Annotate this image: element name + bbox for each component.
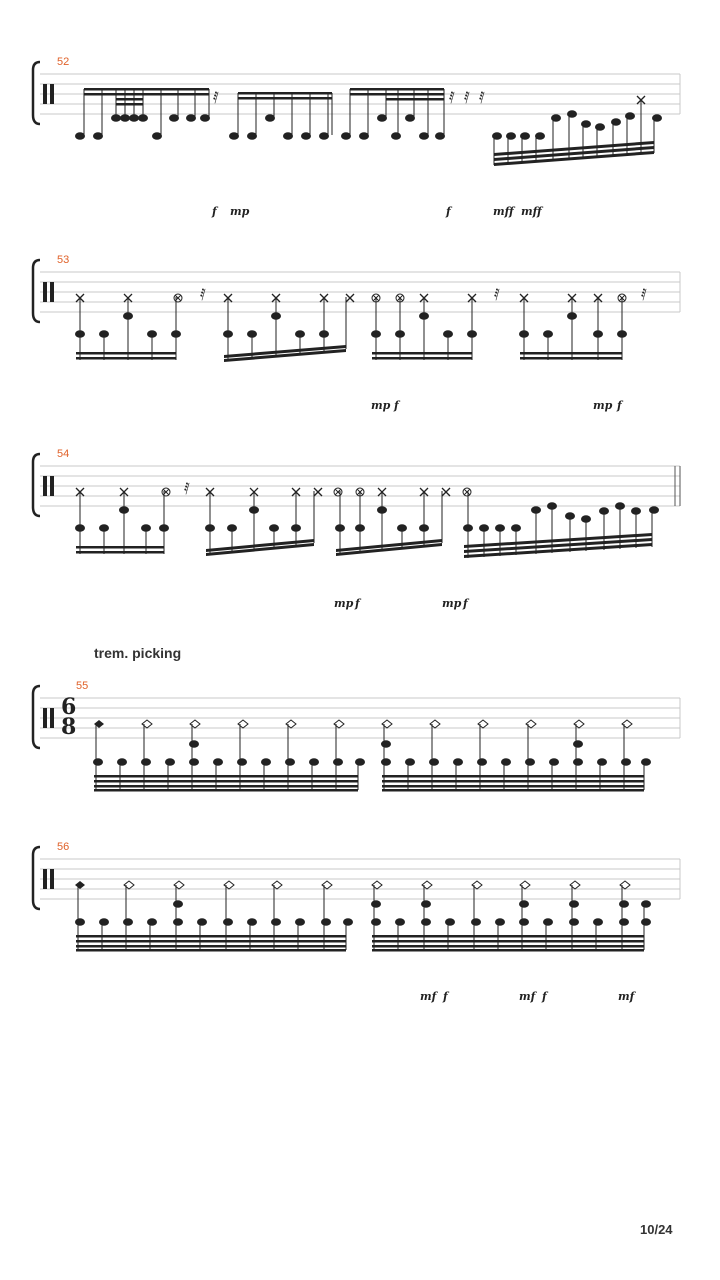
rest-symbol: 𝅀 <box>449 88 455 107</box>
note-head <box>467 330 477 338</box>
dynamic-mark: f <box>617 399 622 412</box>
dynamic-mark: mf <box>420 990 437 1003</box>
note-head <box>551 114 561 122</box>
note-head <box>531 506 541 514</box>
note-head <box>377 506 387 514</box>
rest-symbol: 𝅀 <box>479 88 485 107</box>
beat-group <box>463 488 659 558</box>
note-head <box>599 507 609 515</box>
note-head <box>519 900 529 908</box>
note-head <box>581 120 591 128</box>
measure-number: 56 <box>57 841 70 853</box>
beat-group <box>492 96 662 166</box>
beat-group <box>381 720 651 792</box>
note-head <box>619 918 629 926</box>
rest-symbol: 𝅀 <box>200 285 206 304</box>
note-head <box>391 132 401 140</box>
note-head <box>223 330 233 338</box>
note-head <box>381 758 391 766</box>
note-head <box>147 330 157 338</box>
system-measure-53 <box>33 254 680 412</box>
note-head <box>615 502 625 510</box>
dynamic-mark: f <box>355 597 360 610</box>
note-head <box>395 330 405 338</box>
dynamic-mark: mf <box>519 990 536 1003</box>
note-head <box>335 524 345 532</box>
note-head <box>511 524 521 532</box>
note-head <box>247 132 257 140</box>
note-head <box>123 918 133 926</box>
note-head <box>573 740 583 748</box>
note-head <box>641 758 651 766</box>
note-head <box>205 524 215 532</box>
note-head <box>229 132 239 140</box>
note-head <box>535 132 545 140</box>
note-head <box>405 758 415 766</box>
note-head <box>405 114 415 122</box>
note-head <box>477 758 487 766</box>
note-head <box>120 114 130 122</box>
note-head <box>261 758 271 766</box>
note-head <box>395 918 405 926</box>
dynamic-mark: f <box>443 990 448 1003</box>
note-head <box>343 918 353 926</box>
note-head <box>519 330 529 338</box>
note-head <box>333 758 343 766</box>
staff-lines <box>40 859 680 899</box>
note-head <box>99 330 109 338</box>
note-head <box>371 900 381 908</box>
note-head <box>165 758 175 766</box>
system-bracket <box>33 260 40 322</box>
note-head <box>611 118 621 126</box>
note-head <box>435 132 445 140</box>
note-head <box>567 110 577 118</box>
time-signature-denominator: 8 <box>61 714 77 740</box>
note-head <box>573 758 583 766</box>
note-head <box>625 112 635 120</box>
rest-group <box>449 88 485 107</box>
system-measure-52 <box>33 56 680 218</box>
note-head <box>237 758 247 766</box>
note-head <box>75 132 85 140</box>
note-head <box>129 114 139 122</box>
note-head <box>213 758 223 766</box>
beat-group <box>371 881 651 952</box>
note-head <box>171 330 181 338</box>
note-head <box>227 524 237 532</box>
rest-symbol: 𝅀 <box>641 285 647 304</box>
note-head <box>519 918 529 926</box>
note-head <box>543 918 553 926</box>
note-head <box>141 758 151 766</box>
note-head <box>641 900 651 908</box>
dynamic-mark: mp <box>593 399 613 412</box>
beat-group <box>93 720 365 792</box>
note-head <box>75 330 85 338</box>
note-head <box>111 114 121 122</box>
note-head <box>247 918 257 926</box>
beat-group <box>205 488 322 556</box>
note-head <box>495 524 505 532</box>
note-head <box>247 330 257 338</box>
note-head <box>197 918 207 926</box>
beat-group <box>334 488 450 556</box>
diamond-note-head <box>75 881 85 889</box>
dynamic-mark: mp <box>334 597 354 610</box>
note-head <box>159 524 169 532</box>
note-head <box>501 758 511 766</box>
note-head <box>359 132 369 140</box>
note-head <box>617 330 627 338</box>
system-measure-56 <box>33 841 680 1003</box>
system-measure-55 <box>33 680 680 792</box>
dynamic-mark: f <box>212 205 217 218</box>
note-head <box>169 114 179 122</box>
note-head <box>119 506 129 514</box>
measure-number: 53 <box>57 254 70 266</box>
time-signature-numerator: 6 <box>61 694 77 720</box>
note-head <box>341 132 351 140</box>
note-head <box>291 524 301 532</box>
dynamic-mark: mf <box>618 990 635 1003</box>
dynamics-row <box>371 399 624 412</box>
note-head <box>301 132 311 140</box>
note-head <box>567 312 577 320</box>
note-head <box>93 132 103 140</box>
note-head <box>492 132 502 140</box>
note-head <box>200 114 210 122</box>
dynamic-mark: mp <box>442 597 462 610</box>
note-head <box>371 918 381 926</box>
dynamic-mark: f <box>542 990 547 1003</box>
note-head <box>429 758 439 766</box>
note-head <box>355 758 365 766</box>
note-head <box>479 524 489 532</box>
note-head <box>597 758 607 766</box>
dynamics-row <box>211 205 544 218</box>
note-head <box>271 312 281 320</box>
note-head <box>138 114 148 122</box>
beat-group <box>371 294 477 360</box>
note-head <box>99 524 109 532</box>
note-head <box>443 330 453 338</box>
note-head <box>543 330 553 338</box>
note-head <box>285 758 295 766</box>
dynamic-mark: f <box>463 597 468 610</box>
note-head <box>75 918 85 926</box>
note-head <box>75 524 85 532</box>
measure-number: 55 <box>76 680 89 692</box>
dynamic-mark: mp <box>371 399 391 412</box>
note-head <box>223 918 233 926</box>
note-head <box>525 758 535 766</box>
note-head <box>397 524 407 532</box>
note-head <box>271 918 281 926</box>
system-bracket <box>33 686 40 748</box>
note-head <box>99 918 109 926</box>
note-head <box>295 918 305 926</box>
note-head <box>309 758 319 766</box>
dynamic-mark: f <box>446 205 451 218</box>
dynamics-row <box>420 990 637 1003</box>
note-head <box>593 330 603 338</box>
dynamic-mark: mff <box>521 205 542 218</box>
note-head <box>147 918 157 926</box>
dynamic-mark: mff <box>493 205 514 218</box>
staff-lines <box>40 698 680 738</box>
note-head <box>189 758 199 766</box>
note-head <box>152 132 162 140</box>
rest-symbol: 𝅀 <box>464 88 470 107</box>
note-head <box>547 502 557 510</box>
note-head <box>520 132 530 140</box>
beat-group <box>75 294 182 360</box>
note-head <box>565 512 575 520</box>
note-head <box>141 524 151 532</box>
note-head <box>549 758 559 766</box>
note-head <box>631 507 641 515</box>
note-head <box>569 900 579 908</box>
system-bracket <box>33 62 40 124</box>
rest-symbol: 𝅀 <box>184 479 190 498</box>
note-head <box>319 330 329 338</box>
note-head <box>419 132 429 140</box>
note-head <box>652 114 662 122</box>
note-head <box>355 524 365 532</box>
note-head <box>265 114 275 122</box>
note-head <box>593 918 603 926</box>
staff-lines <box>40 272 680 312</box>
measure-number: 54 <box>57 448 70 460</box>
note-head <box>419 524 429 532</box>
note-head <box>117 758 127 766</box>
system-bracket <box>33 847 40 909</box>
note-head <box>321 918 331 926</box>
note-head <box>463 524 473 532</box>
beat-group <box>75 488 170 554</box>
note-head <box>419 312 429 320</box>
note-head <box>93 758 103 766</box>
beat-group <box>223 294 354 362</box>
note-head <box>641 918 651 926</box>
note-head <box>371 330 381 338</box>
note-head <box>269 524 279 532</box>
note-head <box>445 918 455 926</box>
note-head <box>621 758 631 766</box>
measure-number: 52 <box>57 56 70 68</box>
note-head <box>173 918 183 926</box>
dynamic-mark: f <box>394 399 399 412</box>
note-head <box>123 312 133 320</box>
page-number: 10/24 <box>640 1222 673 1237</box>
note-head <box>295 330 305 338</box>
note-head <box>173 900 183 908</box>
note-head <box>421 918 431 926</box>
note-head <box>569 918 579 926</box>
system-bracket <box>33 454 40 516</box>
note-head <box>421 900 431 908</box>
dynamic-mark: mp <box>230 205 250 218</box>
note-head <box>495 918 505 926</box>
dynamics-row <box>334 597 470 610</box>
note-head <box>381 740 391 748</box>
note-head <box>189 740 199 748</box>
note-head <box>595 123 605 131</box>
note-head <box>249 506 259 514</box>
beat-group <box>75 881 353 952</box>
beat-group <box>229 92 332 140</box>
note-head <box>619 900 629 908</box>
system-measure-54 <box>33 448 680 610</box>
beat-group <box>519 294 627 360</box>
note-head <box>506 132 516 140</box>
note-head <box>453 758 463 766</box>
rest-symbol: 𝅀 <box>494 285 500 304</box>
rest-symbol: 𝅀 <box>213 88 219 107</box>
note-head <box>319 132 329 140</box>
note-head <box>377 114 387 122</box>
technique-label: trem. picking <box>94 645 182 661</box>
note-head <box>283 132 293 140</box>
note-head <box>471 918 481 926</box>
note-head <box>649 506 659 514</box>
note-head <box>581 515 591 523</box>
note-head <box>186 114 196 122</box>
